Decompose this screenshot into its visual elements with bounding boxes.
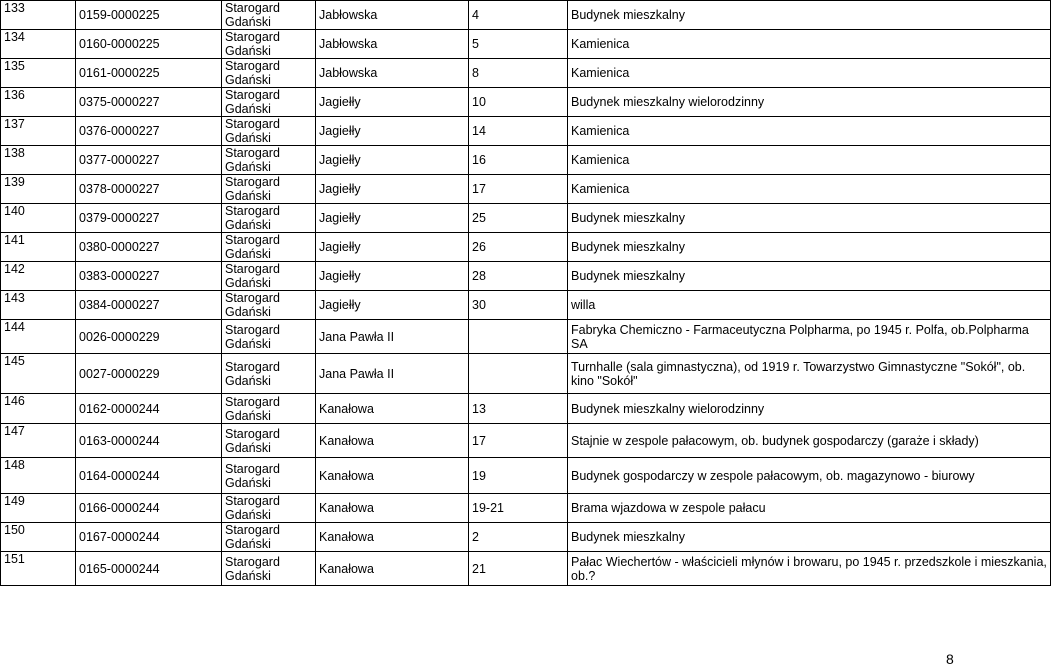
street-name: Jagiełły [316,204,469,233]
town-cell [222,424,316,458]
register-code: 0375-0000227 [76,88,222,117]
street-name: Kanałowa [316,394,469,424]
table-body [1,1,1051,586]
register-code: 0167-0000244 [76,523,222,552]
object-description: willa [568,291,1051,320]
street-name: Kanałowa [316,424,469,458]
street-name: Jagiełły [316,233,469,262]
object-description: Budynek mieszkalny [568,1,1051,30]
table-row [1,117,1051,146]
object-description: Budynek mieszkalny [568,523,1051,552]
object-description: Stajnie w zespole pałacowym, ob. budynek gospodarczy (garaże i składy) [568,424,1051,458]
table-row [1,204,1051,233]
register-code: 0380-0000227 [76,233,222,262]
street-name: Jabłowska [316,30,469,59]
row-number: 144 [1,320,76,354]
house-number: 26 [469,233,568,262]
town-cell [222,204,316,233]
register-code: 0378-0000227 [76,175,222,204]
table-row [1,424,1051,458]
street-name: Jana Pawła II [316,320,469,354]
town-cell [222,394,316,424]
town-cell [222,458,316,494]
table-row [1,59,1051,88]
row-number: 133 [1,1,76,30]
register-code: 0166-0000244 [76,494,222,523]
object-description: Kamienica [568,30,1051,59]
row-number: 138 [1,146,76,175]
town-name: Starogard [225,1,280,15]
town-name-suffix: Gdański [225,408,271,423]
register-code: 0377-0000227 [76,146,222,175]
town-name-suffix: Gdański [225,73,271,87]
town-name-suffix: Gdański [225,131,271,145]
town-cell [222,59,316,88]
town-name: Starogard [225,233,280,247]
town-cell [222,88,316,117]
table-row [1,30,1051,59]
house-number: 4 [469,1,568,30]
town-name-suffix: Gdański [225,475,271,490]
object-description: Fabryka Chemiczno - Farmaceutyczna Polpharma, po 1945 r. Polfa, ob.Polpharma SA [568,320,1051,354]
town-name: Starogard [225,117,280,131]
register-code: 0162-0000244 [76,394,222,424]
table-row [1,233,1051,262]
town-name: Starogard [225,426,280,441]
row-number: 146 [1,394,76,424]
table-row [1,523,1051,552]
street-name: Jagiełły [316,117,469,146]
town-name: Starogard [225,262,280,276]
house-number: 8 [469,59,568,88]
table-row [1,458,1051,494]
street-name: Jana Pawła II [316,354,469,394]
town-cell [222,552,316,586]
town-name: Starogard [225,175,280,189]
town-cell [222,291,316,320]
town-name-suffix: Gdański [225,247,271,261]
town-name: Starogard [225,291,280,305]
object-description: Kamienica [568,146,1051,175]
register-code: 0376-0000227 [76,117,222,146]
town-cell [222,320,316,354]
street-name: Kanałowa [316,523,469,552]
table-row [1,552,1051,586]
register-code: 0379-0000227 [76,204,222,233]
table-row [1,1,1051,30]
house-number [469,354,568,394]
town-name: Starogard [225,461,280,476]
town-cell [222,523,316,552]
town-name-suffix: Gdański [225,218,271,232]
row-number: 137 [1,117,76,146]
street-name: Jagiełły [316,262,469,291]
row-number: 139 [1,175,76,204]
object-description: Budynek gospodarczy w zespole pałacowym, ob. magazynowo - biurowy [568,458,1051,494]
register-code: 0384-0000227 [76,291,222,320]
house-number: 28 [469,262,568,291]
town-name-suffix: Gdański [225,440,271,455]
row-number: 151 [1,552,76,586]
register-code: 0164-0000244 [76,458,222,494]
town-name: Starogard [225,146,280,160]
row-number: 148 [1,458,76,494]
object-description: Budynek mieszkalny [568,204,1051,233]
town-cell [222,494,316,523]
row-number: 136 [1,88,76,117]
town-name-suffix: Gdański [225,276,271,290]
street-name: Kanałowa [316,494,469,523]
table-row [1,291,1051,320]
street-name: Kanałowa [316,552,469,586]
register-code: 0160-0000225 [76,30,222,59]
house-number [469,320,568,354]
town-name-suffix: Gdański [225,305,271,319]
object-description: Budynek mieszkalny wielorodzinny [568,394,1051,424]
street-name: Jagiełły [316,146,469,175]
town-name-suffix: Gdański [225,15,271,29]
house-number: 16 [469,146,568,175]
town-cell [222,30,316,59]
town-name: Starogard [225,523,280,537]
object-description: Kamienica [568,117,1051,146]
town-name: Starogard [225,88,280,102]
town-name-suffix: Gdański [225,336,271,351]
town-cell [222,233,316,262]
object-description: Turnhalle (sala gimnastyczna), od 1919 r. Towarzystwo Gimnastyczne "Sokół", ob. kino "Sokół" [568,354,1051,394]
register-code: 0027-0000229 [76,354,222,394]
register-code: 0163-0000244 [76,424,222,458]
town-name-suffix: Gdański [225,44,271,58]
house-number: 19-21 [469,494,568,523]
table-row [1,146,1051,175]
table-row [1,320,1051,354]
town-name: Starogard [225,359,280,374]
table-row [1,175,1051,204]
town-name-suffix: Gdański [225,537,271,551]
town-name: Starogard [225,494,280,508]
house-number: 30 [469,291,568,320]
row-number: 134 [1,30,76,59]
house-number: 17 [469,175,568,204]
row-number: 150 [1,523,76,552]
town-name-suffix: Gdański [225,160,271,174]
row-number: 142 [1,262,76,291]
object-description: Budynek mieszkalny wielorodzinny [568,88,1051,117]
house-number: 19 [469,458,568,494]
row-number: 140 [1,204,76,233]
row-number: 149 [1,494,76,523]
table-row [1,88,1051,117]
house-number: 10 [469,88,568,117]
table-row [1,394,1051,424]
town-name-suffix: Gdański [225,508,271,522]
table-row [1,354,1051,394]
row-number: 147 [1,424,76,458]
house-number: 5 [469,30,568,59]
town-name-suffix: Gdański [225,102,271,116]
town-cell [222,354,316,394]
town-name-suffix: Gdański [225,189,271,203]
street-name: Jagiełły [316,175,469,204]
town-cell [222,117,316,146]
town-cell [222,1,316,30]
house-number: 13 [469,394,568,424]
street-name: Jagiełły [316,88,469,117]
row-number: 141 [1,233,76,262]
object-description: Budynek mieszkalny [568,233,1051,262]
town-name: Starogard [225,554,280,569]
object-description: Kamienica [568,59,1051,88]
town-name-suffix: Gdański [225,568,271,583]
town-name: Starogard [225,59,280,73]
row-number: 135 [1,59,76,88]
register-code: 0159-0000225 [76,1,222,30]
town-name: Starogard [225,204,280,218]
town-name: Starogard [225,394,280,409]
register-code: 0383-0000227 [76,262,222,291]
house-number: 14 [469,117,568,146]
town-name-suffix: Gdański [225,373,271,388]
register-code: 0026-0000229 [76,320,222,354]
page-number: 8 [946,651,954,667]
house-number: 25 [469,204,568,233]
row-number: 145 [1,354,76,394]
street-name: Jabłowska [316,59,469,88]
object-description: Brama wjazdowa w zespole pałacu [568,494,1051,523]
town-cell [222,146,316,175]
house-number: 21 [469,552,568,586]
register-code: 0161-0000225 [76,59,222,88]
town-cell [222,175,316,204]
house-number: 17 [469,424,568,458]
object-description: Budynek mieszkalny [568,262,1051,291]
object-description: Kamienica [568,175,1051,204]
table-row [1,494,1051,523]
town-name: Starogard [225,30,280,44]
town-cell [222,262,316,291]
table-row [1,262,1051,291]
object-description: Pałac Wiechertów - właścicieli młynów i browaru, po 1945 r. przedszkole i mieszkania, ob.? [568,552,1051,586]
row-number: 143 [1,291,76,320]
street-name: Kanałowa [316,458,469,494]
street-name: Jabłowska [316,1,469,30]
register-code: 0165-0000244 [76,552,222,586]
house-number: 2 [469,523,568,552]
street-name: Jagiełły [316,291,469,320]
town-name: Starogard [225,322,280,337]
